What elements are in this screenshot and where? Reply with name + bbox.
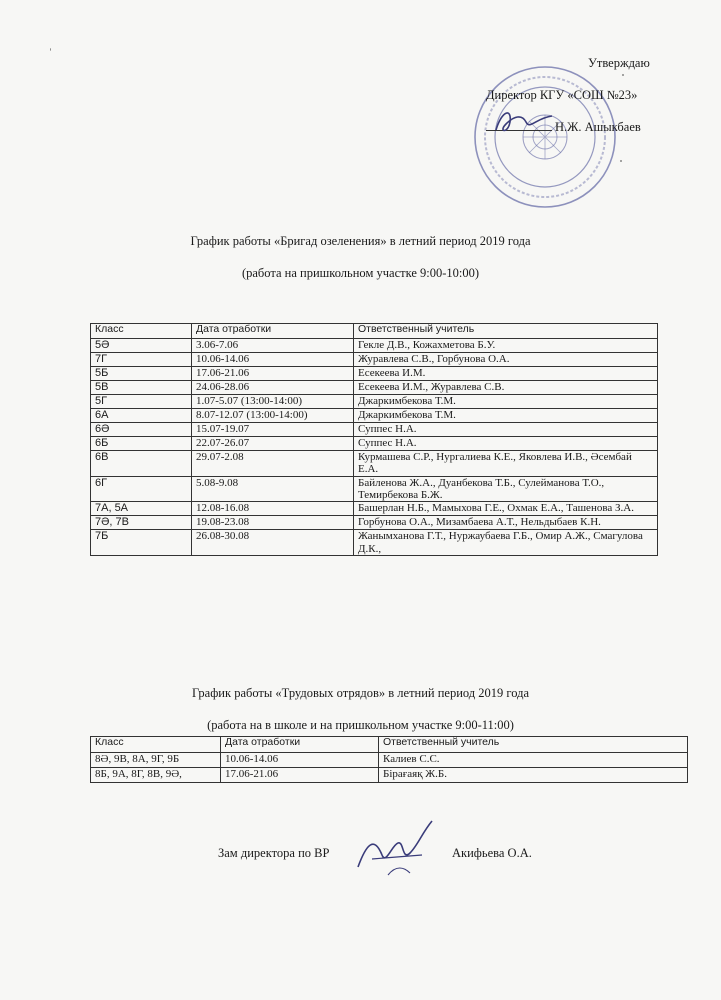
cell-class: 6В [91,451,192,477]
deputy-name: Акифьева О.А. [452,846,532,860]
cell-class: 8Ә, 9В, 8А, 9Г, 9Б [91,753,221,768]
header-class: Класс [91,324,192,339]
cell-date: 12.08-16.08 [192,502,354,516]
cell-class: 7Г [91,353,192,367]
cell-teacher: Джаркимбекова Т.М. [354,409,658,423]
cell-teacher: Калиев С.С. [379,753,688,768]
scan-speck [620,160,622,162]
scan-speck [50,48,51,51]
cell-date: 26.08-30.08 [192,530,354,556]
cell-teacher: Суппес Н.А. [354,423,658,437]
table-row [91,768,688,783]
cell-class: 7Б [91,530,192,556]
brigades-title: График работы «Бригад озеленения» в летний период 2019 года [190,234,531,248]
cell-class: 6Ә [91,423,192,437]
table-row [91,437,658,451]
scan-speck [622,74,624,76]
cell-class: 6Г [91,476,192,502]
approval-position: Директор КГУ «СОШ №23» [486,88,638,102]
director-signature [492,104,556,138]
brigades-table [90,323,658,556]
cell-date: 10.06-14.06 [221,753,379,768]
header-class: Класс [91,737,221,753]
table-row [91,381,658,395]
table-row [91,409,658,423]
cell-date: 17.06-21.06 [192,367,354,381]
cell-teacher: Жанымханова Г.Т., Нуржаубаева Г.Б., Омир А.Ж., Смагулова Д.К., [354,530,658,556]
cell-class: 8Б, 9А, 8Г, 8В, 9Ә, [91,768,221,783]
cell-teacher: Есекеева И.М. [354,367,658,381]
table-row [91,502,658,516]
labor-subtitle: (работа на в школе и на пришкольном участке 9:00-11:00) [207,718,514,732]
cell-date: 8.07-12.07 (13:00-14:00) [192,409,354,423]
labor-title: График работы «Трудовых отрядов» в летний период 2019 года [191,686,530,700]
table-row [91,367,658,381]
cell-date: 24.06-28.06 [192,381,354,395]
cell-teacher: Башерлан Н.Б., Мамыхова Г.Е., Охмак Е.А., Ташенова З.А. [354,502,658,516]
approval-name: Н.Ж. Ашыкбаев [555,120,641,134]
cell-teacher: Курмашева С.Р., Нургалиева К.Е., Яковлева И.В., Әсембай Е.А. [354,451,658,477]
deputy-signature [352,815,438,881]
cell-teacher: Гекле Д.В., Кожахметова Б.У. [354,339,658,353]
table-row [91,423,658,437]
cell-teacher: Журавлева С.В., Горбунова О.А. [354,353,658,367]
cell-class: 7Ә, 7В [91,516,192,530]
cell-teacher: Суппес Н.А. [354,437,658,451]
cell-class: 5Ә [91,339,192,353]
cell-teacher: Горбунова О.А., Мизамбаева А.Т., Нельдыбаев К.Н. [354,516,658,530]
table-header-row [91,737,688,753]
cell-date: 22.07-26.07 [192,437,354,451]
cell-teacher: Джаркимбекова Т.М. [354,395,658,409]
cell-date: 17.06-21.06 [221,768,379,783]
deputy-title: Зам директора по ВР [218,846,330,860]
cell-teacher: Байленова Ж.А., Дуанбекова Т.Б., Сулейманова Т.О., Темирбекова Б.Ж. [354,476,658,502]
table-row [91,530,658,556]
cell-class: 6Б [91,437,192,451]
cell-date: 5.08-9.08 [192,476,354,502]
header-teacher: Ответственный учитель [379,737,688,753]
cell-date: 10.06-14.06 [192,353,354,367]
header-date: Дата отработки [221,737,379,753]
cell-class: 5Б [91,367,192,381]
table-row [91,516,658,530]
cell-date: 1.07-5.07 (13:00-14:00) [192,395,354,409]
table-row [91,753,688,768]
cell-class: 5Г [91,395,192,409]
table-row [91,353,658,367]
cell-class: 7А, 5А [91,502,192,516]
cell-teacher: Бірағаяқ Ж.Б. [379,768,688,783]
cell-date: 29.07-2.08 [192,451,354,477]
cell-teacher: Есекеева И.М., Журавлева С.В. [354,381,658,395]
table-header-row [91,324,658,339]
brigades-subtitle: (работа на пришкольном участке 9:00-10:00) [241,266,480,280]
cell-date: 15.07-19.07 [192,423,354,437]
header-teacher: Ответственный учитель [354,324,658,339]
table-row [91,395,658,409]
cell-date: 3.06-7.06 [192,339,354,353]
header-date: Дата отработки [192,324,354,339]
cell-date: 19.08-23.08 [192,516,354,530]
approval-word: Утверждаю [588,56,650,70]
table-row [91,451,658,477]
table-row [91,339,658,353]
labor-table [90,736,688,783]
cell-class: 5В [91,381,192,395]
table-row [91,476,658,502]
cell-class: 6А [91,409,192,423]
